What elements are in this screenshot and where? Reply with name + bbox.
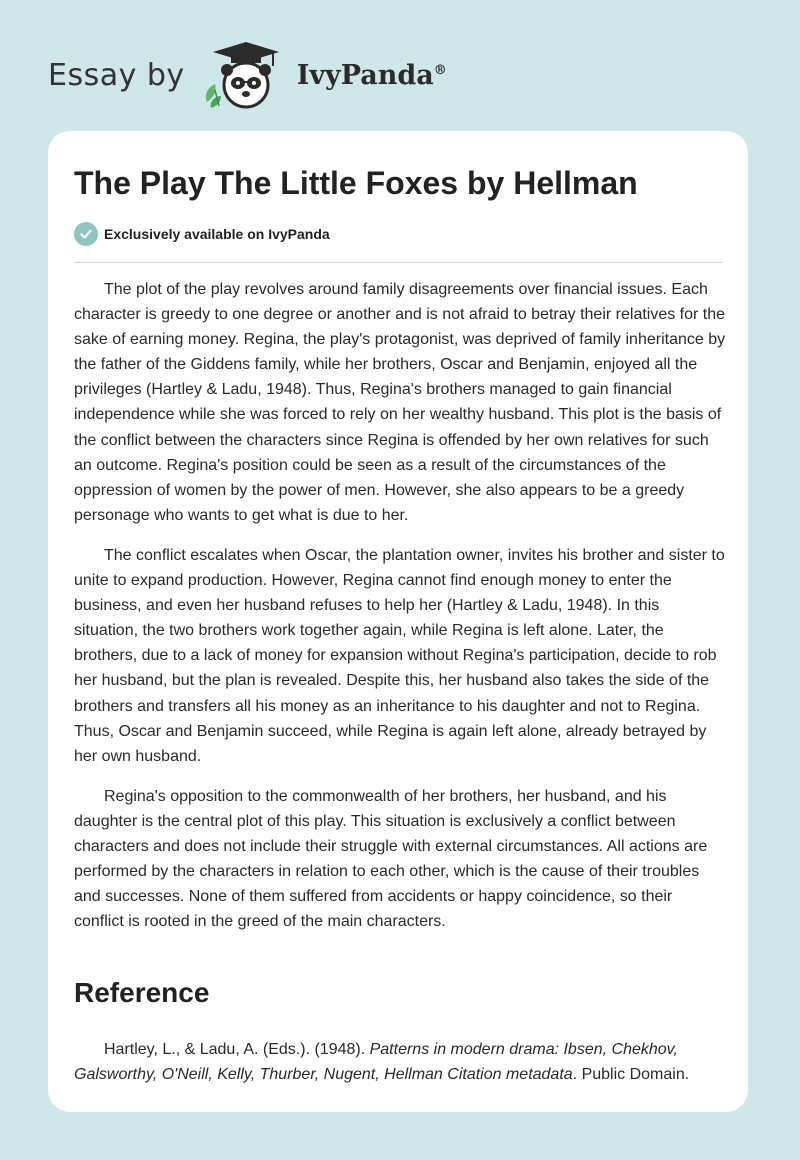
reference-title: Patterns in modern drama: Ibsen, Chekhov, Galsworthy, O'Neill, Kelly, Thurber, Nugent, Hellman Citation metadata [74,1041,678,1083]
reference-suffix: . Public Domain. [572,1066,690,1083]
page-title: The Play The Little Foxes by Hellman [74,165,638,201]
divider [74,262,723,263]
reference-authors: Hartley, L., & Ladu, A. (Eds.). (1948). [104,1041,370,1058]
exclusive-badge-label: Exclusively available on IvyPanda [104,226,330,242]
site-header [48,40,447,110]
essay-by-label: Essay by [48,57,185,93]
paragraph-1: The plot of the play revolves around family disagreements over financial issues. Each character is greedy to one degree or another and is not afraid to betray their relatives for the sake of earning money. Regina, the play's protagonist, was deprived of family inheritance by the father of the Giddens family, while her brothers, Oscar and Benjamin, enjoyed all the privileges (Hartley & Ladu, 1948). Thus, Regina's brothers managed to gain financial independence while she was forced to rely on her wealthy husband. This plot is the basis of the conflict between the characters since Regina is offended by her own relatives for such an outcome. Regina's position could be seen as a result of the circumstances of the oppression of women by the power of men. However, she also appears to be a greedy personage who wants to get what is due to her. [74,281,726,524]
paragraph-2: The conflict escalates when Oscar, the plantation owner, invites his brother and sister to unite to expand production. However, Regina cannot find enough money to enter the business, and even her husband refuses to help her (Hartley & Ladu, 1948). In this situation, the two brothers work together again, while Regina is left alone. Later, the brothers, due to a lack of money for expansion without Regina's participation, decide to rob her husband, but the plan is revealed. Despite this, her husband also takes the side of the brothers and transfers all his money as an inheritance to his daughter and not to Regina. Thus, Oscar and Benjamin succeed, while Regina is again left alone, already betrayed by her own husband. [74,546,725,765]
reference-entry [74,1037,726,1087]
reference-heading: Reference [74,977,210,1008]
exclusive-badge [74,222,330,246]
registered-mark: ® [433,62,447,78]
checkmark-icon [74,222,98,246]
brand-name[interactable] [297,60,447,91]
essay-card [48,131,748,1112]
ivypanda-logo-icon[interactable] [201,40,291,110]
paragraph-3: Regina's opposition to the commonwealth of her brothers, her husband, and his daughter is the central plot of this play. This situation is exclusively a conflict between characters and does not include their struggle with external circumstances. All actions are performed by the characters in relation to each other, which is the cause of their troubles and successes. None of them suffered from accidents or happy coincidence, so their conflict is rooted in the greed of the main characters. [74,787,708,931]
essay-body [74,277,726,949]
brand-text: IvyPanda [296,59,434,91]
